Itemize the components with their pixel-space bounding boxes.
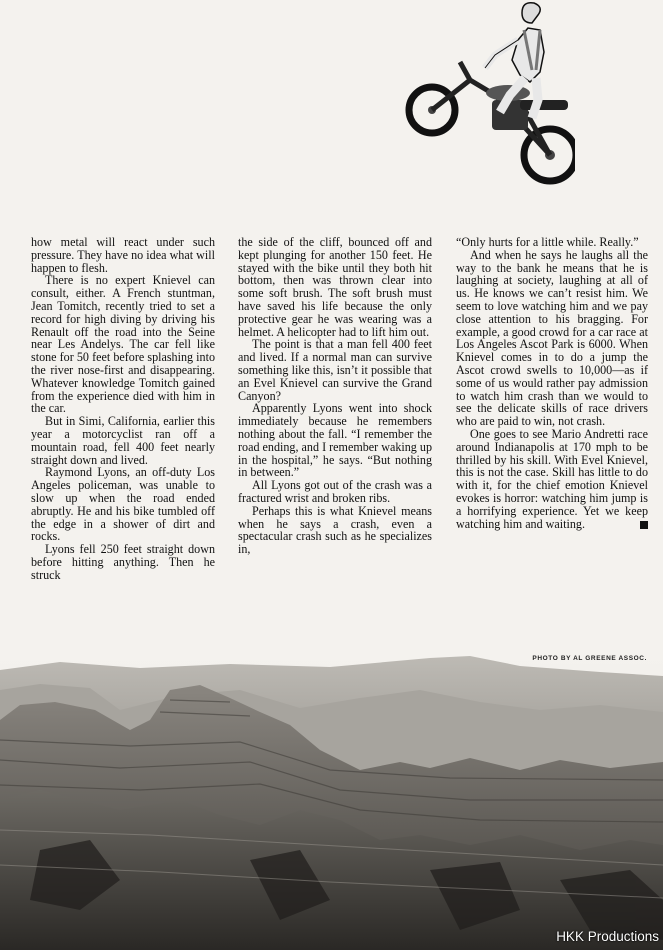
paragraph: The point is that a man fell 400 feet and lived. If a normal man can survive something like this, isn’t it possible that an Evel Knievel can survive the Grand Canyon?	[238, 337, 432, 403]
paragraph: “Only hurts for a little while. Really.”	[456, 235, 639, 249]
paragraph: Perhaps this is what Knievel means when he says a crash, even a spectacular crash such as he specializes in,	[238, 503, 432, 557]
article-column-2	[238, 236, 432, 556]
photo-credit: PHOTO BY AL GREENE ASSOC.	[532, 655, 647, 662]
article-column-3	[456, 236, 648, 530]
paragraph: Apparently Lyons went into shock immediately because he remembers nothing about the fall. “I remember the road ending, and I remember waking up in the hospital,” he says. “But nothing in between.”	[238, 401, 432, 480]
watermark: HKK Productions	[556, 929, 659, 944]
paragraph: Raymond Lyons, an off-duty Los Angeles policeman, was unable to slow up when the road ended abruptly. He and his bike tumbled off the edge in a shower of dirt and rocks.	[31, 465, 215, 544]
paragraph: All Lyons got out of the crash was a fractured wrist and broken ribs.	[238, 478, 432, 505]
end-of-article-mark	[640, 521, 648, 529]
motorcycle-rider-photo	[400, 0, 575, 195]
paragraph: But in Simi, California, earlier this year a motorcyclist ran off a mountain road, fell 400 feet nearly straight down and lived.	[31, 414, 215, 467]
paragraph: And when he says he laughs all the way to the bank he means that he is laughing at society, laughing at all of us. He knows we can’t resist him. We seem to love watching him and we pay close attention to his bragging. For example, a good crowd for a car race at Los Angeles Ascot Park is 6000. When Knievel comes in to do a jump the Ascot crowd swells to 10,000—as if some of us would rather pay admission to watch him crash than we would to see the delicate skills of race drivers who are paid to win, not crash.	[456, 247, 648, 429]
paragraph: Lyons fell 250 feet straight down before hitting anything. Then he struck	[31, 542, 215, 582]
paragraph: how metal will react under such pressure. They have no idea what will happen to flesh.	[31, 235, 215, 275]
paragraph	[456, 428, 648, 530]
article-column-1	[31, 236, 215, 582]
paragraph-text: One goes to see Mario Andretti race around Indianapolis at 170 mph to be thrilled by his skill. With Evel Knievel, this is not the case. Skill has little to do with it, for the chief emotion Knievel evokes is horror: watching him jump is a horrifying experience. Yet we keep watching him and waiting.	[456, 426, 648, 531]
paragraph: There is no expert Knievel can consult, either. A French stuntman, Jean Tomitch, recently tried to set a record for high diving by driving his Renault off the road into the Seine near Les Andelys. The car fell like stone for 50 feet before splashing into the river nose-first and disappearing. Whatever knowledge Tomitch gained from the experience died with him in the car.	[31, 273, 215, 416]
paragraph: the side of the cliff, bounced off and kept plunging for another 150 feet. He stayed with the bike until they both hit bottom, then was thrown clear into some soft brush. The soft brush must have saved his life because the only protective gear he was wearing was a helmet. A helicopter had to lift him out.	[238, 235, 432, 339]
grand-canyon-photo	[0, 650, 663, 950]
